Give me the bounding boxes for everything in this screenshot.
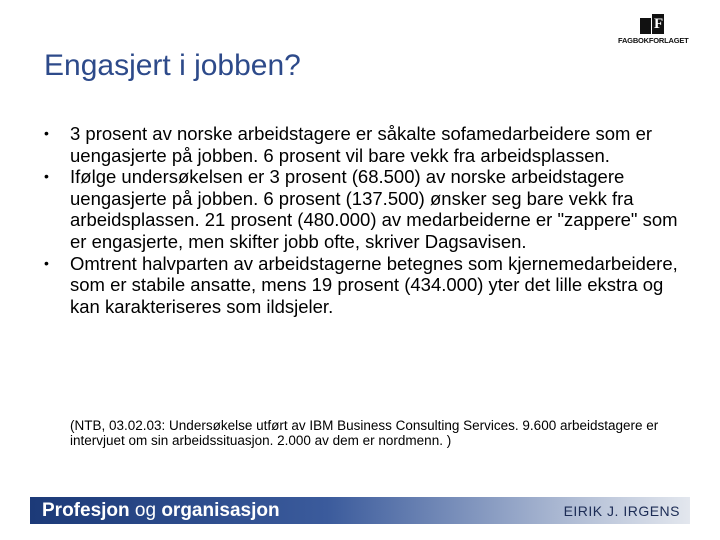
slide-title: Engasjert i jobben? bbox=[44, 49, 301, 82]
bullet-text: Omtrent halvparten av arbeidstagerne betegnes som kjernemedarbeidere, som er stabile ansatte, mens 19 prosent (434.000) yter det lille ekstra og kan karakteriseres som ildsjeler. bbox=[70, 252, 678, 317]
logo-text: FAGBOKFORLAGET bbox=[618, 36, 689, 45]
bullet-icon: • bbox=[44, 168, 49, 185]
bullet-icon: • bbox=[44, 254, 49, 271]
bullet-text: 3 prosent av norske arbeidstagere er såkalte sofamedarbeidere som er uengasjerte på jobben. 6 prosent vil bare vekk fra arbeidsplassen. bbox=[70, 123, 653, 166]
bullet-icon: • bbox=[44, 125, 49, 141]
bullet-item bbox=[44, 166, 684, 252]
bullet-list bbox=[44, 123, 684, 317]
publisher-logo bbox=[618, 14, 689, 48]
source-note: (NTB, 03.02.03: Undersøkelse utført av IBM Business Consulting Services. 9.600 arbeidstagere er intervjuet om sin arbeidssituasjon. 2.000 av dem er nordmenn. ) bbox=[70, 418, 659, 448]
bullet-item bbox=[44, 253, 684, 318]
book-title: Profesjon og organisasjon bbox=[42, 500, 280, 521]
bullet-item bbox=[44, 123, 684, 166]
footer-banner bbox=[30, 497, 690, 524]
book-f-icon: F bbox=[640, 14, 664, 34]
author-name: EIRIK J. IRGENS bbox=[563, 503, 680, 519]
bullet-text: Ifølge undersøkelsen er 3 prosent (68.500) av norske arbeidstagere uengasjerte på jobben. 6 prosent (137.500) ønsker seg bare vekk fra arbeidsplassen. 21 prosent (480.000) av medarbeiderne er "zappere" som er engasjerte, men skifter jobb ofte, skriver Dagsavisen. bbox=[70, 166, 678, 252]
